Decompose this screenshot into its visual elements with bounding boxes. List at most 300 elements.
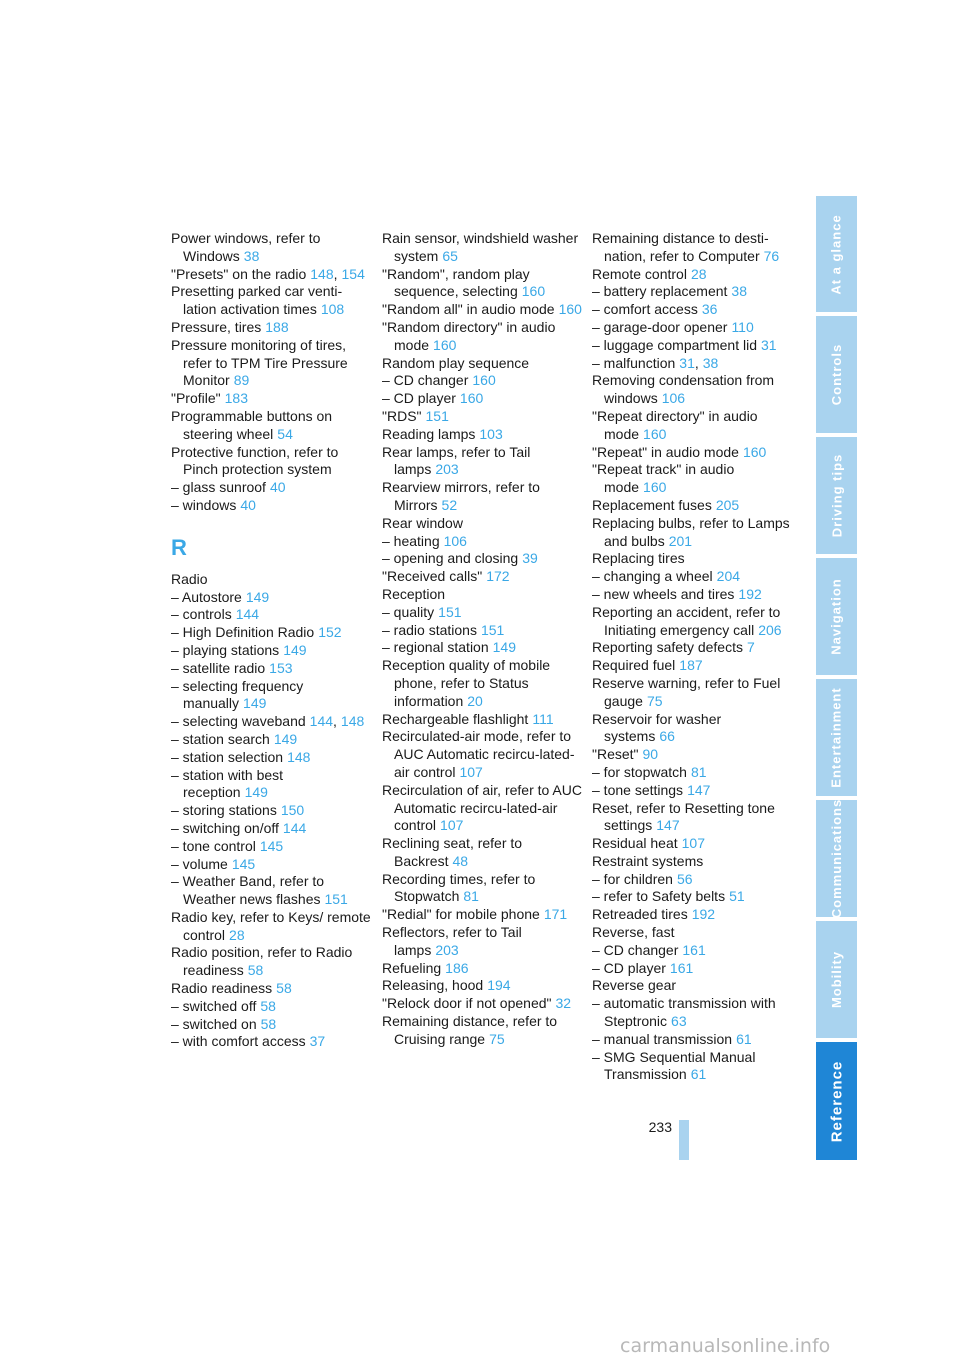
index-entry <box>382 301 582 319</box>
page-link[interactable]: 160 <box>472 372 496 389</box>
index-entry <box>592 230 792 266</box>
index-entry-text: Rechargeable flashlight <box>382 710 529 727</box>
index-entry-text: "Repeat" in audio mode <box>592 443 739 460</box>
index-entry <box>382 622 582 640</box>
index-entry <box>592 1049 792 1085</box>
index-entry <box>171 589 371 607</box>
index-entry-text: – selecting frequency manually <box>171 677 304 712</box>
page-link[interactable]: 58 <box>260 1015 277 1032</box>
index-entry <box>171 230 371 266</box>
index-entry <box>592 444 792 462</box>
index-entry <box>592 301 792 319</box>
page-link[interactable]: 149 <box>243 695 267 712</box>
index-entry <box>592 639 792 657</box>
tab-mobility[interactable]: Mobility <box>816 921 857 1038</box>
index-entry-text: Remaining distance to desti-nation, refer to Computer <box>592 230 769 264</box>
index-entry <box>171 749 371 767</box>
index-entry-text: Rearview mirrors, refer to Mirrors <box>382 479 540 513</box>
page-link[interactable]: 54 <box>277 425 293 442</box>
index-entry-text: – battery replacement <box>592 283 728 300</box>
page-link[interactable]: 161 <box>682 941 706 958</box>
index-entry <box>171 660 371 678</box>
index-entry-text: – opening and closing <box>382 550 519 567</box>
index-entry <box>382 960 582 978</box>
page-link[interactable]: 160 <box>742 443 767 460</box>
index-entry-text: – switching on/off <box>171 819 279 836</box>
index-entry-text: Reporting an accident, refer to Initiating emergency call <box>592 603 781 638</box>
index-entry-text: Reverse gear <box>592 977 677 994</box>
index-entry <box>592 550 792 568</box>
index-entry-text: Random play sequence <box>382 354 530 371</box>
index-entry <box>592 372 792 408</box>
page-link[interactable]: 149 <box>244 784 268 801</box>
index-entry-text: – selecting waveband <box>171 713 306 730</box>
page-link[interactable]: 147 <box>687 781 711 798</box>
index-entry <box>592 604 792 640</box>
page-link[interactable]: 111 <box>532 710 554 727</box>
index-entry-text: Reflectors, refer to Tail lamps <box>382 924 522 958</box>
page-link[interactable]: 20 <box>467 692 483 709</box>
index-entry-text: – CD player <box>592 959 666 976</box>
index-entry-text: Presetting parked car venti-lation activation times <box>171 283 343 318</box>
page-link[interactable]: 48 <box>452 852 469 869</box>
index-entry <box>592 319 792 337</box>
page-link[interactable]: 194 <box>487 977 511 994</box>
index-entry-text: Rear window <box>382 514 463 531</box>
index-entry-text: Restraint systems <box>592 852 704 869</box>
index-entry <box>382 995 582 1013</box>
watermark: carmanualsonline.info <box>620 1335 831 1357</box>
index-entry-text: Reservoir for washer systems <box>592 710 722 745</box>
page-link[interactable]: 75 <box>646 692 663 709</box>
page-link[interactable]: 52 <box>441 496 458 513</box>
index-entry-text: "Reset" <box>592 746 639 763</box>
index-entry <box>382 550 582 568</box>
index-entry <box>382 1013 582 1049</box>
page-link[interactable]: 40 <box>269 479 286 496</box>
page-link[interactable]: 183 <box>224 390 248 407</box>
index-entry-text: "Random directory" in audio mode <box>382 318 556 353</box>
index-entry <box>592 337 792 355</box>
page-link[interactable]: 38 <box>702 354 719 371</box>
page-link[interactable]: 38 <box>731 283 747 300</box>
index-entry-text: Residual heat <box>592 835 678 852</box>
index-entry-text: – for stopwatch <box>592 763 687 780</box>
index-entry <box>592 657 792 675</box>
page-link[interactable]: 145 <box>231 855 256 872</box>
index-entry-text: – CD changer <box>592 941 679 958</box>
index-entry-text: – malfunction <box>592 354 676 371</box>
page-link[interactable]: 36 <box>701 301 718 318</box>
index-entry <box>592 586 792 604</box>
index-entry-text: Reset, refer to Resetting tone settings <box>592 799 775 834</box>
page-link[interactable]: 107 <box>440 817 464 834</box>
page-link[interactable]: 106 <box>443 532 467 549</box>
index-entry: – selecting waveband 144, 148 <box>171 713 365 730</box>
page-link[interactable]: 38 <box>243 247 260 264</box>
page-link[interactable]: 40 <box>240 496 256 513</box>
index-entry-text: – station search <box>171 730 270 747</box>
page-link[interactable]: 206 <box>758 621 782 638</box>
index-entry-text: – glass sunroof <box>171 479 266 496</box>
page-link[interactable]: 66 <box>659 728 675 745</box>
page-link[interactable]: 37 <box>309 1033 326 1050</box>
index-entry-text: – garage-door opener <box>592 318 728 335</box>
index-entry-text: Reception quality of mobile phone, refer to Status information <box>382 657 551 709</box>
index-entry <box>592 266 792 284</box>
tab-navigation[interactable]: Navigation <box>816 558 857 675</box>
index-entry <box>382 728 582 781</box>
index-entry-text: Remote control <box>592 265 687 282</box>
index-entry <box>382 977 582 995</box>
tab-communications[interactable]: Communications <box>816 800 857 917</box>
page-link[interactable]: 28 <box>690 265 707 282</box>
page-link[interactable]: 81 <box>463 888 479 905</box>
index-entry <box>382 426 582 444</box>
page-link[interactable]: 161 <box>669 959 694 976</box>
page-link[interactable]: 110 <box>731 318 754 335</box>
index-entry <box>171 606 371 624</box>
index-entry-text: – Autostore <box>171 588 242 605</box>
index-entry <box>382 355 582 373</box>
page-link[interactable]: 61 <box>736 1030 752 1047</box>
tab-controls[interactable]: Controls <box>816 316 857 433</box>
index-entry-text: – storing stations <box>171 802 277 819</box>
index-entry <box>592 960 792 978</box>
page-link[interactable]: 148 <box>287 748 311 765</box>
page-link[interactable]: 65 <box>442 247 458 264</box>
page-link[interactable]: 148 <box>310 265 334 282</box>
index-entry-text: – switched off <box>171 997 257 1014</box>
page-link[interactable]: 153 <box>269 659 293 676</box>
index-entry <box>171 731 371 749</box>
index-entry-text: Reading lamps <box>382 425 476 442</box>
index-entry-text: – Weather Band, refer to Weather news flashes <box>171 873 325 908</box>
page-link[interactable]: 75 <box>489 1030 505 1047</box>
page-link[interactable]: 192 <box>738 585 762 602</box>
page-link[interactable]: 160 <box>643 425 667 442</box>
page-link[interactable]: 154 <box>341 265 365 282</box>
page-link[interactable]: 107 <box>681 835 705 852</box>
page-link[interactable]: 203 <box>435 461 459 478</box>
index-entry-text: – windows <box>171 496 237 513</box>
page-link[interactable]: 201 <box>668 532 693 549</box>
index-column-3 <box>592 230 792 1084</box>
index-entry <box>592 408 792 444</box>
index-entry <box>592 942 792 960</box>
index-entry-text: – CD player <box>382 390 456 407</box>
index-entry <box>382 906 582 924</box>
index-entry-text: "Received calls" <box>382 568 483 585</box>
index-entry <box>382 479 582 515</box>
page-link[interactable]: 151 <box>425 407 449 424</box>
index-entry-text: Radio readiness <box>171 980 273 997</box>
index-entry-text: – tone control <box>171 837 256 854</box>
index-entry-text: Required fuel <box>592 657 676 674</box>
page-link[interactable]: 56 <box>676 870 693 887</box>
index-entry-text: "Profile" <box>171 390 221 407</box>
index-entry <box>171 909 371 945</box>
index-entry <box>592 800 792 836</box>
index-entry-text: Pressure monitoring of tires, refer to TPM Tire Pressure Monitor <box>171 336 348 389</box>
index-entry <box>171 767 371 803</box>
page-link[interactable]: 31 <box>761 336 777 353</box>
index-entry <box>171 802 371 820</box>
page-link[interactable]: 160 <box>459 390 484 407</box>
index-entry <box>592 871 792 889</box>
index-entry <box>171 497 371 515</box>
index-entry-text: Rear lamps, refer to Tail lamps <box>382 443 531 478</box>
page-link[interactable]: 51 <box>729 888 745 905</box>
index-entry <box>592 888 792 906</box>
index-entry <box>592 515 792 551</box>
index-entry <box>171 337 371 390</box>
index-entry-text: – volume <box>171 855 228 872</box>
index-entry <box>592 283 792 301</box>
index-entry-text: – luggage compartment lid <box>592 336 757 353</box>
page-link[interactable]: 81 <box>690 763 707 780</box>
page-link[interactable]: 151 <box>480 621 505 638</box>
index-entry <box>171 820 371 838</box>
index-entry <box>171 571 371 589</box>
index-entry <box>382 568 582 586</box>
index-group-p <box>171 230 371 515</box>
index-entry <box>382 657 582 710</box>
index-entry <box>382 266 582 302</box>
page-link[interactable]: 151 <box>438 603 462 620</box>
index-entry <box>171 444 371 480</box>
index-entry <box>592 782 792 800</box>
index-entry-text: – controls <box>171 606 232 623</box>
index-entry-text: Programmable buttons on steering wheel <box>171 407 333 442</box>
page-link[interactable]: 61 <box>690 1066 707 1083</box>
index-entry <box>171 390 371 408</box>
page-link[interactable]: 203 <box>435 941 459 958</box>
page-link[interactable]: 149 <box>273 730 298 747</box>
page-link[interactable]: 108 <box>320 301 345 318</box>
index-entry-text: – playing stations <box>171 641 280 658</box>
index-entry <box>592 835 792 853</box>
index-entry <box>592 568 792 586</box>
index-entry-text: – refer to Safety belts <box>592 888 726 905</box>
index-entry <box>382 230 582 266</box>
index-entry <box>592 924 792 942</box>
index-entry <box>171 642 371 660</box>
index-entry-text: – manual transmission <box>592 1030 733 1047</box>
page-link[interactable]: 204 <box>716 568 741 585</box>
index-entry-text: Reporting safety defects <box>592 639 743 656</box>
index-entry <box>592 746 792 764</box>
index-entry-text: Retreaded tires <box>592 906 688 923</box>
index-entry <box>171 624 371 642</box>
index-entry-text: – CD changer <box>382 372 469 389</box>
page-link[interactable]: 103 <box>479 425 503 442</box>
page-link[interactable]: 188 <box>265 318 289 335</box>
index-entry <box>382 835 582 871</box>
index-entry-text: – for children <box>592 870 673 887</box>
page-link[interactable]: 106 <box>661 390 686 407</box>
index-entry-text: – High Definition Radio <box>171 624 315 641</box>
index-entry-text: "Relock door if not opened" <box>382 995 552 1012</box>
index-entry <box>592 675 792 711</box>
index-entry <box>382 533 582 551</box>
index-entry <box>382 444 582 480</box>
index-entry-text: Radio <box>171 570 208 587</box>
index-entry-text: Reverse, fast <box>592 924 675 941</box>
index-entry-text: Replacement fuses <box>592 496 712 513</box>
page-link[interactable]: 192 <box>691 906 716 923</box>
index-entry <box>382 639 582 657</box>
index-column-1 <box>171 230 371 1051</box>
page-link[interactable]: 148 <box>340 713 365 730</box>
page-link[interactable]: 149 <box>245 588 270 605</box>
index-entry <box>592 853 792 871</box>
tab-driving-tips[interactable]: Driving tips <box>816 437 857 554</box>
index-entry <box>592 497 792 515</box>
page-link[interactable]: 152 <box>318 624 342 641</box>
page-link[interactable]: 89 <box>233 372 250 389</box>
index-entry-text: Radio position, refer to Radio readiness <box>171 944 353 979</box>
index-entry-text: – station selection <box>171 748 284 765</box>
index-entry-text: Rain sensor, windshield washer system <box>382 230 579 264</box>
index-entry-text: "Presets" on the radio <box>171 265 307 282</box>
page-link[interactable]: 145 <box>259 837 284 854</box>
index-entry <box>171 283 371 319</box>
index-entry-text: Reclining seat, refer to Backrest <box>382 835 523 869</box>
index-entry-text: – heating <box>382 532 440 549</box>
index-entry <box>171 1033 371 1051</box>
index-entry <box>171 998 371 1016</box>
index-entry <box>171 678 371 714</box>
index-entry <box>382 782 582 835</box>
page-link[interactable]: 39 <box>522 550 538 567</box>
index-entry-text: – changing a wheel <box>592 568 713 585</box>
page-link[interactable]: 205 <box>715 496 740 513</box>
page-link[interactable]: 31 <box>679 354 695 371</box>
index-entry <box>171 873 371 909</box>
index-entry <box>592 1031 792 1049</box>
index-entry-text: Remaining distance, refer to Cruising range <box>382 1013 558 1047</box>
page-link[interactable]: 147 <box>656 817 680 834</box>
index-entry-text: – switched on <box>171 1015 257 1032</box>
index-entry-text: Power windows, refer to Windows <box>171 230 321 264</box>
index-entry <box>171 1016 371 1034</box>
index-entry <box>382 319 582 355</box>
index-entry <box>382 586 582 604</box>
index-entry <box>171 319 371 337</box>
page-link[interactable]: 149 <box>492 639 516 656</box>
page-link[interactable]: 144 <box>282 819 307 836</box>
index-entry <box>382 390 582 408</box>
page-link[interactable]: 144 <box>309 713 334 730</box>
page-link[interactable]: 150 <box>280 802 305 819</box>
index-entry-text: Protective function, refer to Pinch protection system <box>171 443 339 478</box>
index-entry: "Presets" on the radio 148, 154 <box>171 265 365 282</box>
index-entry-text: Replacing tires <box>592 550 685 567</box>
index-entry-text: – radio stations <box>382 621 477 638</box>
page-link[interactable]: 187 <box>679 657 703 674</box>
index-entry <box>171 838 371 856</box>
page-link[interactable]: 7 <box>746 639 755 656</box>
page-link[interactable]: 58 <box>260 997 276 1014</box>
index-entry <box>382 604 582 622</box>
index-entry <box>171 980 371 998</box>
index-entry-text: Recirculation of air, refer to AUC Automatic recircu-lated-air control <box>382 781 582 834</box>
index-entry <box>592 461 792 497</box>
index-entry <box>592 977 792 995</box>
index-entry-text: – satellite radio <box>171 659 266 676</box>
page-link[interactable]: 160 <box>433 336 457 353</box>
tab-at-a-glance[interactable]: At a glance <box>816 196 857 312</box>
page-link[interactable]: 151 <box>324 891 348 908</box>
index-entry <box>171 944 371 980</box>
page-link[interactable]: 144 <box>235 606 260 623</box>
index-entry-text: Releasing, hood <box>382 977 484 994</box>
tab-reference[interactable]: Reference <box>816 1042 857 1160</box>
index-entry-text: – tone settings <box>592 781 684 798</box>
index-entry-text: "Repeat track" in audio mode <box>592 461 735 496</box>
page-link[interactable]: 90 <box>642 746 659 763</box>
page-link[interactable]: 172 <box>486 568 510 585</box>
index-entry <box>382 515 582 533</box>
tab-entertainment[interactable]: Entertainment <box>816 679 857 796</box>
page-link[interactable]: 149 <box>283 641 307 658</box>
index-entry <box>171 408 371 444</box>
page-link[interactable]: 28 <box>229 926 245 943</box>
index-entry <box>171 479 371 497</box>
index-entry <box>382 711 582 729</box>
index-entry-text: Replacing bulbs, refer to Lamps and bulbs <box>592 514 790 549</box>
page-link[interactable]: 160 <box>643 479 667 496</box>
index-entry-text: Pressure, tires <box>171 318 262 335</box>
index-entry-text: Recording times, refer to Stopwatch <box>382 870 536 905</box>
index-entry-text: – SMG Sequential Manual Transmission <box>592 1048 756 1083</box>
index-entry <box>592 764 792 782</box>
index-group-r <box>171 571 371 1052</box>
index-entry: – malfunction 31, 38 <box>592 354 719 371</box>
page-link[interactable]: 58 <box>247 962 264 979</box>
page-marker-bar <box>679 1120 689 1160</box>
index-entry-text: – comfort access <box>592 301 698 318</box>
index-entry <box>382 408 582 426</box>
index-entry <box>382 924 582 960</box>
index-entry-text: Removing condensation from windows <box>592 372 775 407</box>
page-link[interactable]: 171 <box>543 906 568 923</box>
index-entry-text: – station with best reception <box>171 766 284 801</box>
index-entry-text: "Redial" for mobile phone <box>382 906 540 923</box>
chapter-tab-sidebar <box>816 196 857 1160</box>
page-number: 233 <box>648 1119 672 1135</box>
page-link[interactable]: 58 <box>276 980 292 997</box>
index-entry <box>592 711 792 747</box>
index-entry-text: Refueling <box>382 959 442 976</box>
page-link[interactable]: 76 <box>763 247 780 264</box>
page-link[interactable]: 186 <box>445 959 469 976</box>
index-entry-text: "RDS" <box>382 407 422 424</box>
index-entry <box>171 856 371 874</box>
index-entry <box>382 871 582 907</box>
page-link[interactable]: 32 <box>555 995 572 1012</box>
section-letter: R <box>171 534 187 560</box>
page-link[interactable]: 160 <box>558 301 582 318</box>
page-link[interactable]: 160 <box>521 283 546 300</box>
index-entry-text: "Repeat directory" in audio mode <box>592 407 758 442</box>
index-entry-text: Recirculated-air mode, refer to AUC Automatic recircu-lated-air control <box>382 728 575 780</box>
index-entry <box>592 995 792 1031</box>
page-link[interactable]: 63 <box>671 1013 687 1030</box>
page-link[interactable]: 107 <box>459 763 483 780</box>
index-entry-text: – quality <box>382 603 435 620</box>
